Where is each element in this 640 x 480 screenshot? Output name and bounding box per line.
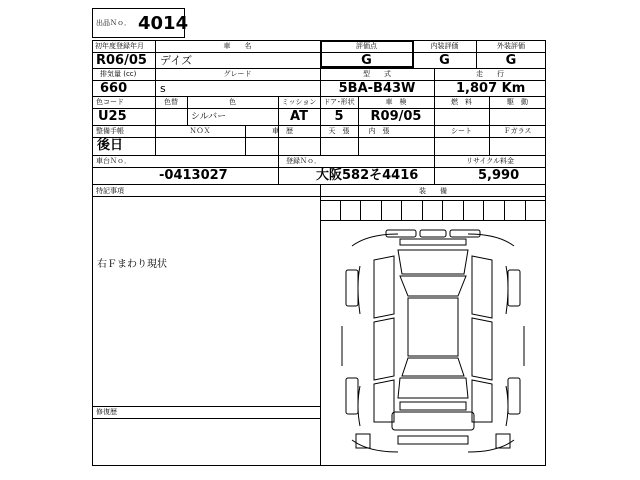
first-reg-label: 初年度登録年月	[95, 42, 144, 50]
color-code-value: U25	[98, 109, 127, 124]
interior-label: 内装評価	[430, 42, 459, 50]
lot-box	[92, 8, 189, 38]
mission-label: ミッション	[281, 98, 317, 106]
score-value: G	[361, 53, 372, 68]
color-value: シルバー	[191, 112, 227, 122]
roof-label: 天 張	[328, 127, 350, 135]
plate-label: 登録Ｎｏ．	[286, 157, 321, 165]
exterior-value: G	[505, 53, 517, 68]
cc-value: 660	[100, 81, 128, 96]
recycle-value: 5,990	[478, 168, 520, 183]
remarks-label: 特記事項	[96, 187, 124, 195]
score-label: 評価点	[356, 42, 377, 50]
lot-label: 出品Ｎｏ．	[96, 19, 131, 27]
interior-value: G	[439, 53, 450, 68]
history-label: 車 歴	[272, 127, 293, 135]
manual-label: 整備手帳	[96, 127, 124, 135]
first-reg-value: R06/05	[96, 53, 147, 68]
inspection-label: 車 検	[385, 98, 407, 106]
nox-label: ＮＯＸ	[189, 127, 211, 135]
lining-label: 内 張	[368, 127, 390, 135]
hue-change-label: 色替	[164, 98, 178, 106]
plate-value: 大阪582そ4416	[316, 168, 419, 183]
car-name-value: デイズ	[160, 54, 193, 67]
manual-value: 後日	[97, 138, 124, 153]
mileage-value: 1,807 Km	[456, 81, 526, 96]
car-name-label: 車 名	[223, 42, 252, 50]
door-value: 5	[334, 109, 344, 124]
lot-number: 4014	[138, 13, 189, 34]
repair-history-label: 修復歴	[96, 408, 117, 416]
inspection-value: R09/05	[370, 109, 422, 124]
color-code-label: 色コード	[96, 98, 124, 106]
equipment-label: 装 備	[419, 187, 447, 195]
glass-label: Ｆガラス	[503, 127, 532, 135]
exterior-label: 外装評価	[497, 42, 525, 50]
drive-label: 駆 動	[507, 98, 528, 106]
fuel-label: 燃 料	[451, 98, 472, 106]
model-label: 型 式	[363, 70, 391, 78]
recycle-label: リサイクル料金	[465, 157, 515, 165]
car-damage-diagram	[338, 226, 528, 464]
color-label: 色	[229, 98, 236, 106]
cc-label: 排気量 (cc)	[100, 70, 137, 78]
chassis-label: 車台Ｎｏ．	[96, 157, 131, 165]
mission-value: AT	[290, 109, 308, 124]
chassis-value: -0413027	[159, 168, 228, 183]
door-label: ドア･形状	[323, 98, 355, 106]
model-value: 5BA-B43W	[338, 81, 416, 96]
grade-value: s	[160, 82, 166, 95]
grade-label: グレード	[223, 70, 252, 78]
seat-label: シート	[451, 127, 472, 135]
remark-text: 右Ｆまわり現状	[97, 259, 167, 270]
mileage-label: 走 行	[476, 70, 504, 78]
